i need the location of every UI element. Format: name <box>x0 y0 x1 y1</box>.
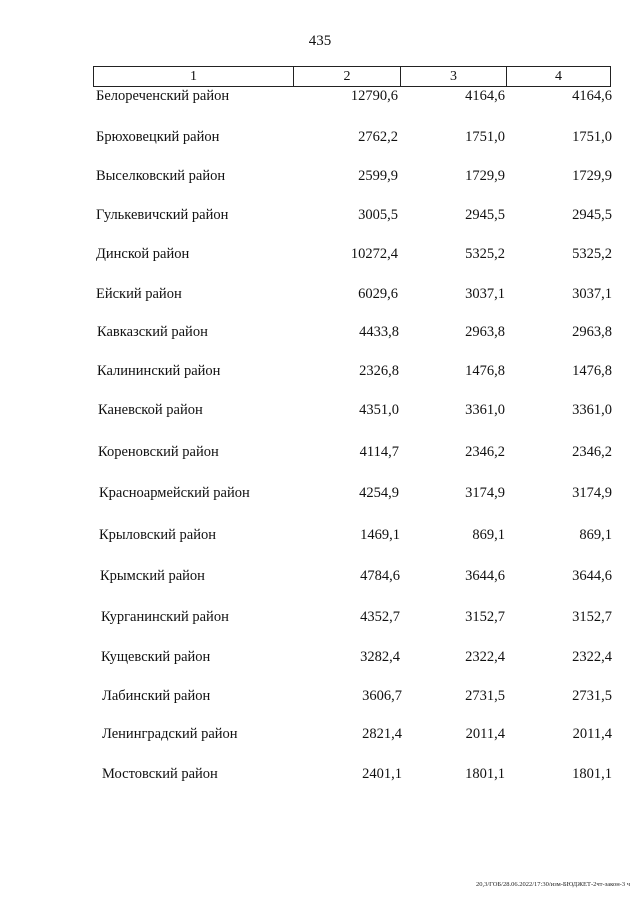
value-c3: 2011,4 <box>465 726 505 742</box>
table-row <box>0 244 640 264</box>
district-name: Курганинский район <box>101 609 229 625</box>
value-c3: 2346,2 <box>465 444 505 460</box>
value-c4: 2945,5 <box>572 207 612 223</box>
district-name: Выселковский район <box>96 168 226 184</box>
value-c4: 3037,1 <box>572 286 612 302</box>
value-c2: 4114,7 <box>359 444 399 460</box>
value-c4: 3644,6 <box>572 568 612 584</box>
value-c3: 3361,0 <box>465 402 505 418</box>
table-row <box>0 566 640 586</box>
value-c3: 1476,8 <box>465 363 505 379</box>
value-c4: 4164,6 <box>572 88 612 104</box>
value-c4: 2731,5 <box>572 688 612 704</box>
value-c3: 3152,7 <box>465 609 505 625</box>
value-c2: 3606,7 <box>362 688 402 704</box>
value-c3: 869,1 <box>472 527 505 543</box>
value-c2: 4351,0 <box>359 402 399 418</box>
district-name: Брюховецкий район <box>96 129 220 145</box>
value-c2: 2401,1 <box>362 766 402 782</box>
table-row <box>0 166 640 186</box>
value-c3: 1801,1 <box>465 766 505 782</box>
value-c2: 4433,8 <box>359 324 399 340</box>
value-c4: 2346,2 <box>572 444 612 460</box>
district-name: Каневской район <box>98 402 203 418</box>
value-c4: 2322,4 <box>572 649 612 665</box>
table-row <box>0 724 640 744</box>
value-c2: 10272,4 <box>350 246 398 262</box>
value-c4: 3174,9 <box>572 485 612 501</box>
value-c2: 4784,6 <box>360 568 400 584</box>
value-c2: 2326,8 <box>359 363 399 379</box>
district-name: Белореченский район <box>96 88 230 104</box>
header-cell-2: 2 <box>294 67 401 86</box>
value-c2: 2599,9 <box>358 168 398 184</box>
table-row <box>0 607 640 627</box>
value-c4: 1729,9 <box>572 168 612 184</box>
table-row <box>0 525 640 545</box>
value-c4: 1801,1 <box>572 766 612 782</box>
district-name: Лабинский район <box>102 688 211 704</box>
district-name: Красноармейский район <box>99 485 250 501</box>
table-row <box>0 284 640 304</box>
district-name: Крыловский район <box>99 527 216 543</box>
district-name: Мостовский район <box>102 766 218 782</box>
value-c2: 12790,6 <box>350 88 398 104</box>
value-c3: 3644,6 <box>465 568 505 584</box>
value-c2: 6029,6 <box>358 286 398 302</box>
district-name: Ленинградский район <box>102 726 238 742</box>
value-c3: 5325,2 <box>465 246 505 262</box>
value-c4: 869,1 <box>579 527 612 543</box>
header-cell-4: 4 <box>555 69 562 84</box>
value-c4: 3152,7 <box>572 609 612 625</box>
value-c4: 2011,4 <box>572 726 612 742</box>
district-name: Ейский район <box>96 286 182 302</box>
table-row <box>0 442 640 462</box>
table-row <box>0 86 640 106</box>
value-c3: 1751,0 <box>465 129 505 145</box>
value-c3: 2731,5 <box>465 688 505 704</box>
table-row <box>0 361 640 381</box>
district-name: Кущевский район <box>101 649 211 665</box>
footer-code: 20,3/ГОБ/28.06.2022/17:30/изм-БЮДЖЕТ-2чт-закон-3 ч <box>475 881 630 888</box>
value-c2: 2762,2 <box>358 129 398 145</box>
value-c3: 2945,5 <box>465 207 505 223</box>
value-c4: 1476,8 <box>572 363 612 379</box>
value-c3: 2322,4 <box>465 649 505 665</box>
page-number: 435 <box>308 33 332 49</box>
value-c2: 2821,4 <box>362 726 402 742</box>
table-row <box>0 400 640 420</box>
value-c4: 5325,2 <box>572 246 612 262</box>
value-c2: 3282,4 <box>360 649 400 665</box>
table-row <box>0 127 640 147</box>
value-c3: 3037,1 <box>465 286 505 302</box>
table-row <box>0 647 640 667</box>
value-c2: 4352,7 <box>360 609 400 625</box>
value-c3: 4164,6 <box>465 88 505 104</box>
district-name: Кореновский район <box>98 444 219 460</box>
district-name: Гулькевичский район <box>96 207 229 223</box>
district-name: Динской район <box>96 246 190 262</box>
value-c4: 2963,8 <box>572 324 612 340</box>
table-row <box>0 205 640 225</box>
value-c3: 1729,9 <box>465 168 505 184</box>
value-c2: 1469,1 <box>360 527 400 543</box>
table-row <box>0 764 640 784</box>
table-row <box>0 322 640 342</box>
table-row <box>0 483 640 503</box>
header-cell-1: 1 <box>94 67 294 86</box>
district-name: Калининский район <box>97 363 221 379</box>
district-name: Кавказский район <box>97 324 208 340</box>
table-row <box>0 686 640 706</box>
district-name: Крымский район <box>100 568 205 584</box>
value-c4: 3361,0 <box>572 402 612 418</box>
value-c4: 1751,0 <box>572 129 612 145</box>
value-c3: 3174,9 <box>465 485 505 501</box>
value-c2: 3005,5 <box>358 207 398 223</box>
value-c3: 2963,8 <box>465 324 505 340</box>
value-c2: 4254,9 <box>359 485 399 501</box>
header-cell-3: 3 <box>401 67 507 86</box>
